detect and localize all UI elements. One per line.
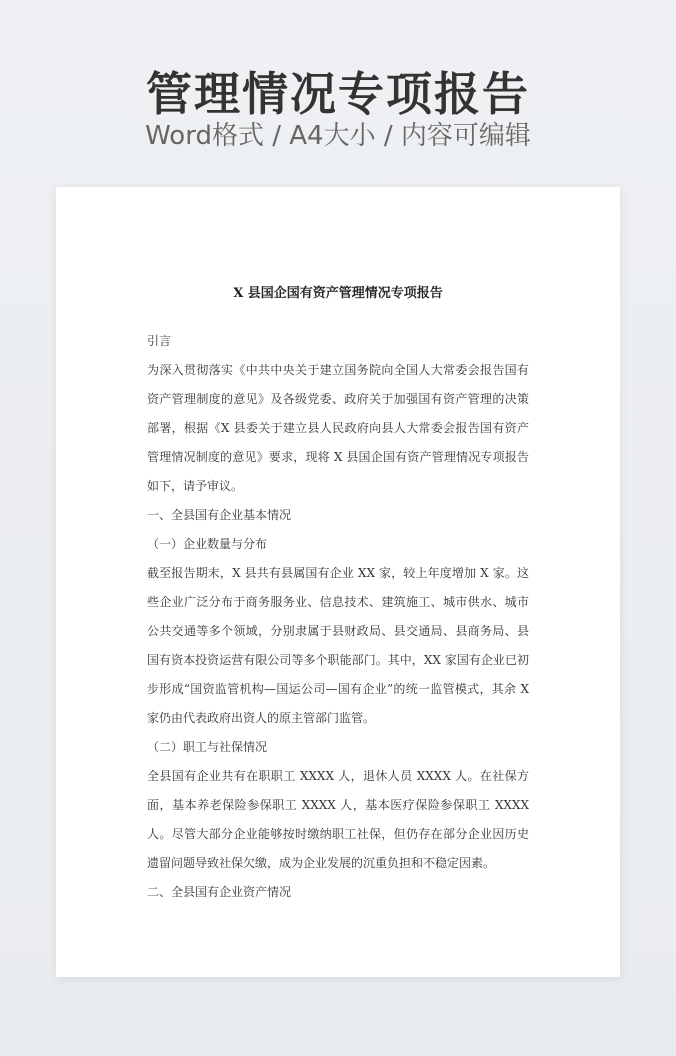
document-title: X 县国企国有资产管理情况专项报告 [233,286,443,301]
paragraph-employees-social-security: 全县国有企业共有在职职工 XXXX 人，退休人员 XXXX 人。在社保方面，基本养老保险参保职工 XXXX 人，基本医疗保险参保职工 XXXX 人。尽管大部分企业能够按时缴纳职工社保，但仍存在部分企业因历史遗留问题导致社保欠缴，成为企业发展的沉重负担和不稳定因素。 [147,769,529,870]
paragraph-intro: 为深入贯彻落实《中共中央关于建立国务院向全国人大常委会报告国有资产管理制度的意见》及各级党委、政府关于加强国有资产管理的决策部署，根据《X 县委关于建立县人民政府向县人大常委会报告国有资产管理情况制度的意见》要求，现将 X 县国企国有资产管理情况专项报告如下，请予审议。 [147,363,529,493]
subsection-heading-1: （一）企业数量与分布 [147,537,268,551]
section-heading-1: 一、全县国有企业基本情况 [147,508,292,522]
banner-title: 管理情况专项报告 [146,67,530,121]
paragraph-intro-heading: 引言 [147,334,172,348]
subsection-heading-2: （二）职工与社保情况 [147,740,268,754]
document-page [56,187,620,977]
document-body [147,327,529,907]
section-heading-2: 二、全县国有企业资产情况 [147,885,292,899]
paragraph-enterprise-count: 截至报告期末，X 县共有县属国有企业 XX 家，较上年度增加 X 家。这些企业广泛分布于商务服务业、信息技术、建筑施工、城市供水、城市公共交通等多个领域，分别隶属于县财政局、县交通局、县商务局、县国有资本投资运营有限公司等多个职能部门。其中，XX 家国有企业已初步形成“国资监管机构—国运公司—国有企业”的统一监管模式，其余 X 家仍由代表政府出资人的原主管部门监管。 [147,566,529,725]
banner-subtitle: Word格式 / A4大小 / 内容可编辑 [145,121,531,151]
